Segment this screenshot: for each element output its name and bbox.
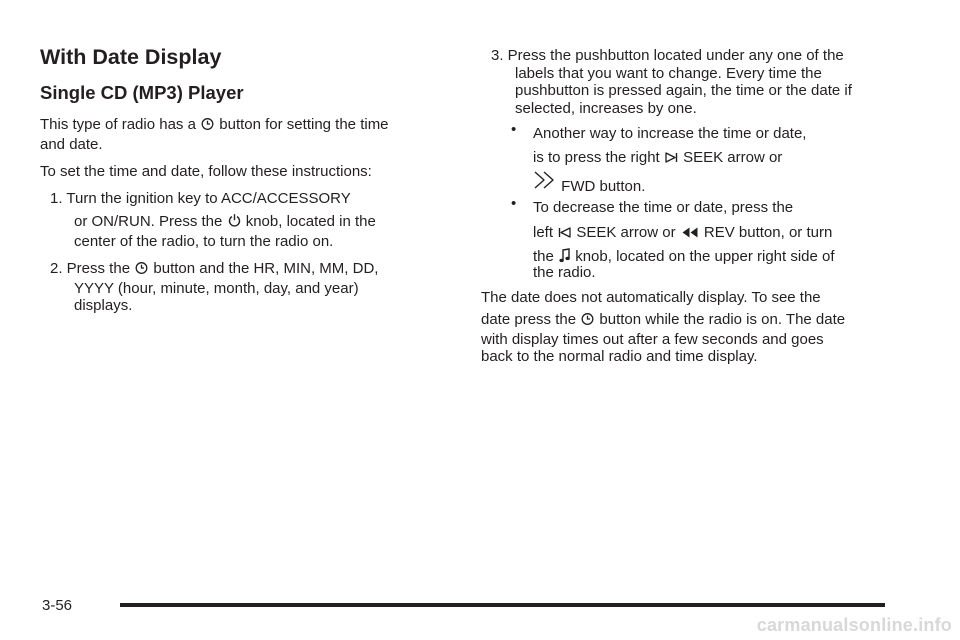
- step-1-line-3: center of the radio, to turn the radio on.: [74, 233, 334, 250]
- bullet-marker: •: [511, 195, 517, 212]
- bullet-1-line-1: Another way to increase the time or date,: [533, 125, 807, 142]
- bullet-2-line-4: the radio.: [533, 264, 596, 281]
- step-2-line-3: displays.: [74, 297, 133, 314]
- bullet-2-line-3: the knob, located on the upper right side of: [533, 248, 835, 265]
- bullet-1-line-3: FWD button.: [533, 171, 645, 196]
- bullet-1-line-2: is to press the right SEEK arrow or: [533, 149, 783, 166]
- clock-icon: [581, 312, 594, 326]
- page-heading: With Date Display: [40, 45, 222, 69]
- intro-line-2: and date.: [40, 136, 103, 153]
- step-3-line-3: pushbutton is pressed again, the time or the date if: [515, 82, 852, 99]
- step-3-line-2: labels that you want to change. Every time the: [515, 65, 822, 82]
- music-note-icon: [559, 248, 570, 263]
- intro-line-1: This type of radio has a button for setting the time: [40, 116, 389, 133]
- power-icon: [228, 213, 241, 228]
- date-paragraph-line-1: The date does not automatically display. To see the: [481, 289, 821, 306]
- clock-icon: [201, 117, 214, 131]
- rewind-icon: [681, 226, 699, 239]
- step-3-line-1: 3. Press the pushbutton located under any one of the: [491, 47, 844, 64]
- seek-left-icon: [558, 226, 571, 239]
- step-1-line-1: 1. Turn the ignition key to ACC/ACCESSORY: [50, 190, 351, 207]
- instructions-intro: To set the time and date, follow these instructions:: [40, 163, 372, 180]
- page-number: 3-56: [42, 597, 73, 614]
- step-2-line-2: YYYY (hour, minute, month, day, and year): [74, 280, 359, 297]
- section-subheading: Single CD (MP3) Player: [40, 82, 244, 103]
- clock-icon: [135, 261, 148, 275]
- seek-right-icon: [665, 151, 678, 164]
- step-3-line-4: selected, increases by one.: [515, 100, 697, 117]
- fast-forward-icon: [534, 171, 556, 189]
- footer-rule: [120, 603, 885, 607]
- date-paragraph-line-3: with display times out after a few seconds and goes: [481, 331, 824, 348]
- bullet-2-line-2: left SEEK arrow or REV button, or turn: [533, 224, 833, 241]
- step-1-line-2: or ON/RUN. Press the knob, located in the: [74, 213, 376, 230]
- date-paragraph-line-2: date press the button while the radio is on. The date: [481, 311, 846, 328]
- date-paragraph-line-4: back to the normal radio and time display.: [481, 348, 758, 365]
- bullet-2-line-1: To decrease the time or date, press the: [533, 199, 794, 216]
- step-2-line-1: 2. Press the button and the HR, MIN, MM, DD,: [50, 260, 379, 277]
- bullet-marker: •: [511, 121, 517, 138]
- watermark: carmanualsonline.info: [756, 615, 952, 635]
